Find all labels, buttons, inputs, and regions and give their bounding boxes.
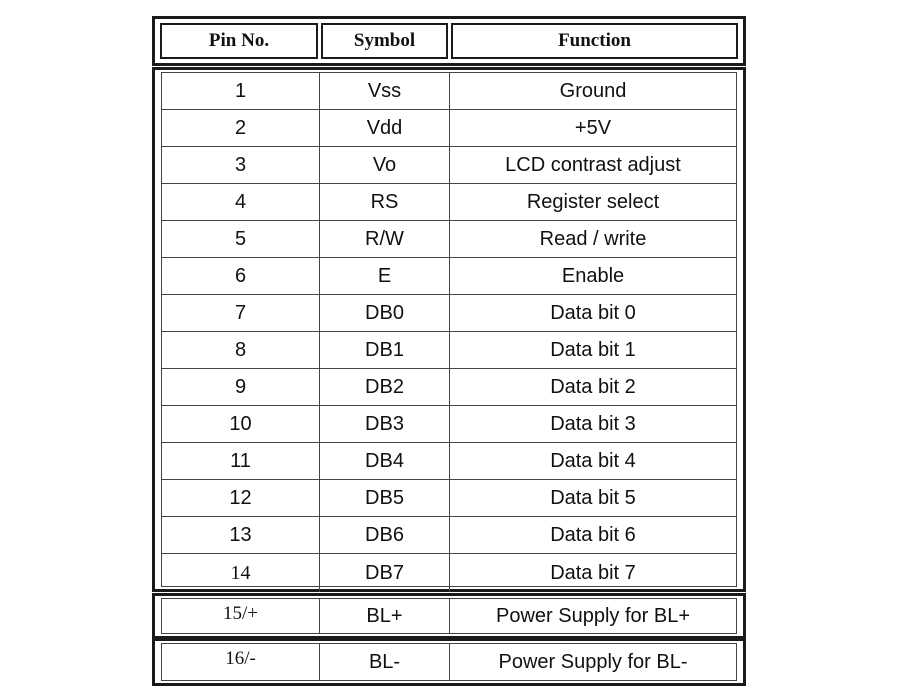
symbol-cell: DB6 bbox=[320, 517, 450, 553]
pin-cell: 13 bbox=[162, 517, 320, 553]
pin-cell: 12 bbox=[162, 480, 320, 516]
function-cell: Data bit 5 bbox=[550, 486, 636, 509]
pin-cell: 2 bbox=[162, 110, 320, 146]
header-symbol: Symbol bbox=[321, 23, 448, 59]
pin-cell: 8 bbox=[162, 332, 320, 368]
function-cell: Ground bbox=[559, 79, 627, 102]
symbol-cell: DB1 bbox=[320, 332, 450, 368]
pin-cell: 14 bbox=[162, 554, 320, 592]
function-cell: Data bit 2 bbox=[550, 375, 636, 398]
symbol-cell: R/W bbox=[320, 221, 450, 257]
pin-cell: 6 bbox=[162, 258, 320, 294]
table-row bbox=[162, 406, 736, 443]
symbol-cell: Vss bbox=[320, 73, 450, 109]
symbol-cell: DB5 bbox=[320, 480, 450, 516]
symbol-cell: BL+ bbox=[320, 599, 450, 633]
table-row bbox=[162, 332, 736, 369]
table-row bbox=[162, 147, 736, 184]
function-cell: +5V bbox=[574, 116, 612, 139]
table-row bbox=[162, 110, 736, 147]
function-cell: LCD contrast adjust bbox=[505, 153, 681, 176]
table-row bbox=[162, 369, 736, 406]
symbol-cell: E bbox=[320, 258, 450, 294]
function-cell: Data bit 1 bbox=[550, 338, 636, 361]
table-row bbox=[161, 598, 737, 634]
symbol-cell: DB3 bbox=[320, 406, 450, 442]
pin-cell: 16/- bbox=[162, 644, 320, 680]
pin-cell: 1 bbox=[162, 73, 320, 109]
table-row bbox=[162, 221, 736, 258]
table-row bbox=[162, 258, 736, 295]
function-cell: Enable bbox=[561, 264, 625, 287]
table-row bbox=[162, 517, 736, 554]
symbol-cell: DB4 bbox=[320, 443, 450, 479]
function-cell: Read / write bbox=[539, 227, 647, 250]
table-body bbox=[161, 72, 737, 587]
pin-cell: 3 bbox=[162, 147, 320, 183]
symbol-cell: Vdd bbox=[320, 110, 450, 146]
function-cell: Power Supply for BL+ bbox=[496, 604, 690, 627]
table-header-frame bbox=[152, 16, 746, 66]
function-cell: Data bit 6 bbox=[550, 523, 636, 546]
function-cell: Data bit 7 bbox=[550, 561, 636, 584]
pin-cell: 15/+ bbox=[162, 599, 320, 633]
function-cell: Data bit 4 bbox=[550, 449, 636, 472]
symbol-cell: RS bbox=[320, 184, 450, 220]
function-cell: Data bit 0 bbox=[550, 301, 636, 324]
table-row bbox=[162, 184, 736, 221]
table-row bbox=[162, 295, 736, 332]
table-row bbox=[161, 643, 737, 681]
backlight-minus-frame bbox=[152, 638, 746, 686]
function-cell: Register select bbox=[526, 190, 660, 213]
pin-cell: 7 bbox=[162, 295, 320, 331]
function-cell: Data bit 3 bbox=[550, 412, 636, 435]
pin-cell: 4 bbox=[162, 184, 320, 220]
symbol-cell: BL- bbox=[320, 644, 450, 680]
pin-cell: 11 bbox=[162, 443, 320, 479]
pin-cell: 10 bbox=[162, 406, 320, 442]
symbol-cell: Vo bbox=[320, 147, 450, 183]
symbol-cell: DB2 bbox=[320, 369, 450, 405]
header-pin-no: Pin No. bbox=[160, 23, 318, 59]
pin-cell: 9 bbox=[162, 369, 320, 405]
table-row bbox=[162, 443, 736, 480]
pin-cell: 5 bbox=[162, 221, 320, 257]
table-row bbox=[162, 554, 736, 592]
table-header-row bbox=[160, 23, 738, 59]
header-function: Function bbox=[451, 23, 738, 59]
symbol-cell: DB7 bbox=[320, 554, 450, 592]
function-cell: Power Supply for BL- bbox=[498, 650, 688, 673]
symbol-cell: DB0 bbox=[320, 295, 450, 331]
table-row bbox=[162, 73, 736, 110]
backlight-plus-frame bbox=[152, 593, 746, 639]
table-row bbox=[162, 480, 736, 517]
table-body-frame bbox=[152, 67, 746, 592]
